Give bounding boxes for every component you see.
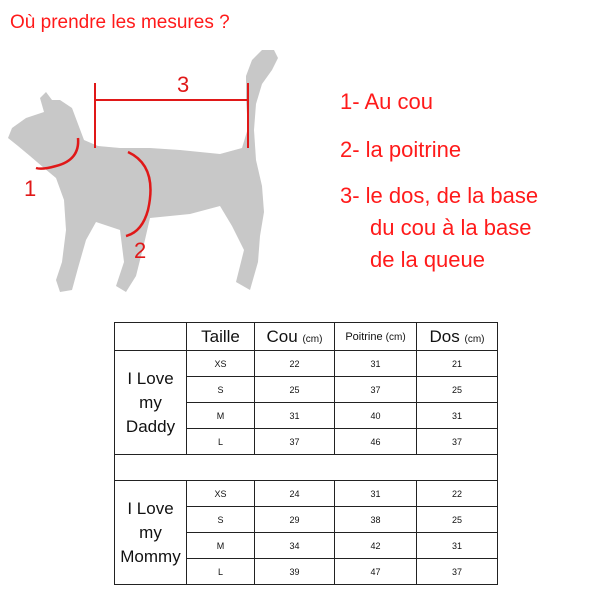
table-header-row xyxy=(115,323,498,351)
group-name-daddy xyxy=(115,351,187,455)
table-spacer xyxy=(115,455,498,481)
cell-taille: S xyxy=(187,377,255,403)
cell-cou: 37 xyxy=(255,429,335,455)
header-cou xyxy=(255,323,335,351)
group-name-line: Mommy xyxy=(120,546,181,566)
header-poitrine-unit: (cm) xyxy=(385,331,406,343)
header-empty xyxy=(115,323,187,351)
cell-dos: 25 xyxy=(417,507,498,533)
header-dos-label: Dos xyxy=(429,326,460,346)
group-name-line: I Love xyxy=(127,498,174,518)
cell-taille: XS xyxy=(187,351,255,377)
legend-item-neck: 1- Au cou xyxy=(340,89,433,114)
cell-cou: 25 xyxy=(255,377,335,403)
cell-cou: 34 xyxy=(255,533,335,559)
measure-2-label: 2 xyxy=(134,238,147,263)
cell-poitrine: 37 xyxy=(335,377,417,403)
group-name-line: Daddy xyxy=(125,416,176,436)
group-name-line: my xyxy=(139,522,162,542)
legend-item-back-line3: de la queue xyxy=(370,247,485,272)
group-name-line: I Love xyxy=(127,368,174,388)
cell-dos: 22 xyxy=(417,481,498,507)
table-spacer-row xyxy=(115,455,498,481)
cell-taille: L xyxy=(187,559,255,585)
cell-poitrine: 31 xyxy=(335,481,417,507)
table-row xyxy=(115,351,498,377)
header-poitrine xyxy=(335,323,417,351)
cell-taille: M xyxy=(187,533,255,559)
size-table xyxy=(114,322,498,585)
group-name-mommy xyxy=(115,481,187,585)
cell-dos: 25 xyxy=(417,377,498,403)
table-row xyxy=(115,481,498,507)
header-dos-unit: (cm) xyxy=(464,333,485,345)
cell-poitrine: 47 xyxy=(335,559,417,585)
cell-cou: 31 xyxy=(255,403,335,429)
cell-dos: 37 xyxy=(417,559,498,585)
cell-dos: 31 xyxy=(417,403,498,429)
cell-poitrine: 46 xyxy=(335,429,417,455)
page-title: Où prendre les mesures ? xyxy=(10,12,230,33)
header-cou-unit: (cm) xyxy=(302,333,323,345)
header-dos xyxy=(417,323,498,351)
measure-3-label: 3 xyxy=(177,72,190,97)
cell-dos: 31 xyxy=(417,533,498,559)
cell-taille: XS xyxy=(187,481,255,507)
cell-taille: S xyxy=(187,507,255,533)
group-name-line: my xyxy=(139,392,162,412)
cell-poitrine: 42 xyxy=(335,533,417,559)
measure-1-label: 1 xyxy=(24,176,37,201)
header-taille: Taille xyxy=(187,323,255,351)
cell-taille: L xyxy=(187,429,255,455)
cell-poitrine: 38 xyxy=(335,507,417,533)
cell-cou: 22 xyxy=(255,351,335,377)
header-poitrine-label: Poitrine xyxy=(345,330,383,343)
cell-poitrine: 31 xyxy=(335,351,417,377)
cell-cou: 24 xyxy=(255,481,335,507)
legend-item-chest: 2- la poitrine xyxy=(340,137,462,162)
cat-measurement-diagram xyxy=(0,40,330,320)
cell-dos: 21 xyxy=(417,351,498,377)
cell-cou: 39 xyxy=(255,559,335,585)
cell-dos: 37 xyxy=(417,429,498,455)
header-cou-label: Cou xyxy=(266,326,298,346)
cell-cou: 29 xyxy=(255,507,335,533)
legend-item-back-line2: du cou à la base xyxy=(370,215,532,240)
legend-item-back: 3- le dos, de la base xyxy=(340,183,539,208)
cell-taille: M xyxy=(187,403,255,429)
cell-poitrine: 40 xyxy=(335,403,417,429)
